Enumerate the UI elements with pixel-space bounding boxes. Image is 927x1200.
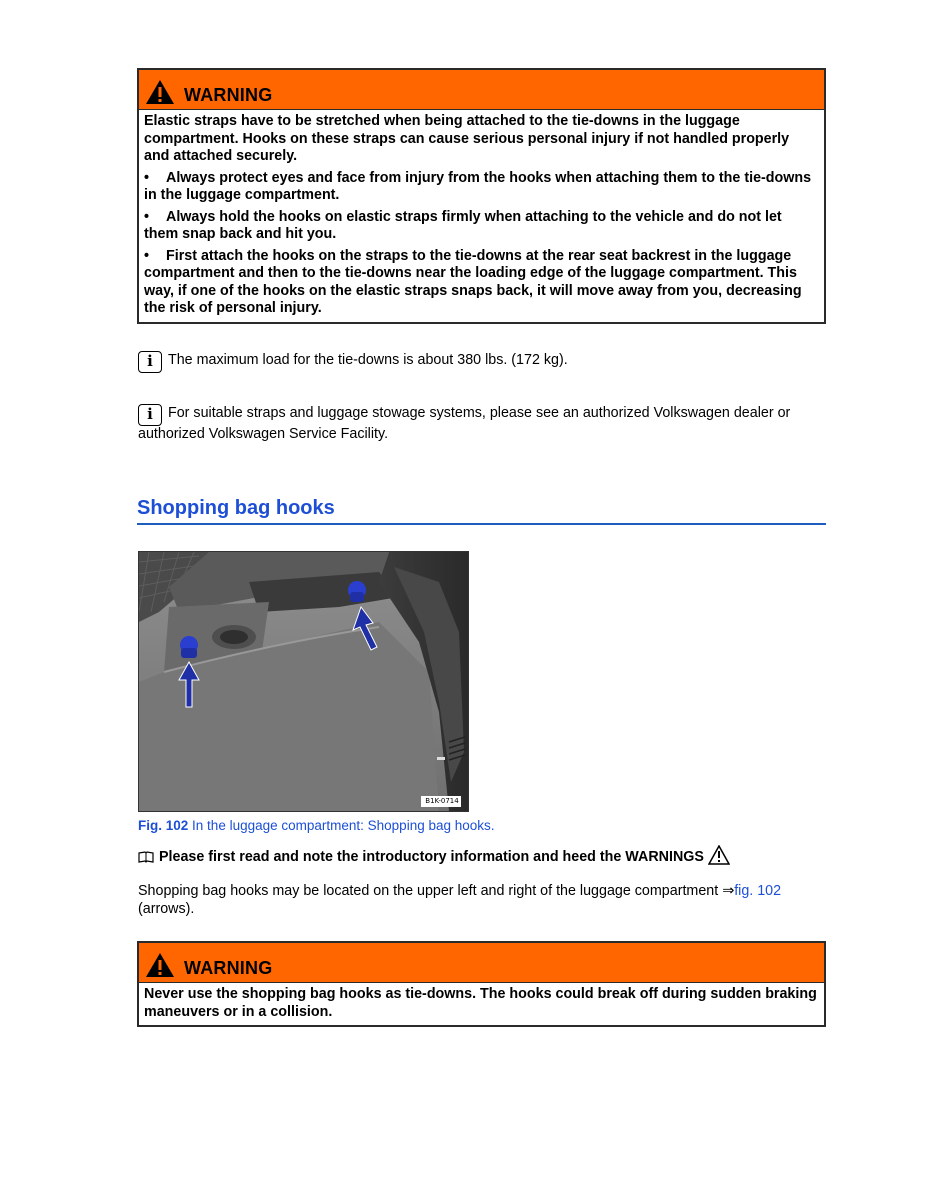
info-icon: i <box>138 351 162 373</box>
warning-header <box>139 70 824 110</box>
warning-box <box>137 941 826 1027</box>
figure-code: B1K-0714 <box>425 797 459 805</box>
warning-triangle-icon <box>708 845 730 865</box>
warning-box <box>137 68 826 324</box>
warning-bullet: • Always hold the hooks on elastic straps firmly when attaching to the vehicle and do not let them snap back and hit you. <box>144 208 782 242</box>
book-icon <box>138 851 154 863</box>
warning-body <box>139 110 824 322</box>
info-note: i For suitable straps and luggage stowage systems, please see an authorized Volkswagen dealer or authorized Volkswagen Service Facility. <box>138 405 791 442</box>
warning-text: Never use the shopping bag hooks as tie-downs. The hooks could break off during sudden braking maneuvers or in a collision. <box>144 986 817 1020</box>
info-note: i The maximum load for the tie-downs is about 380 lbs. (172 kg). <box>138 351 828 373</box>
warning-triangle-icon <box>145 79 175 105</box>
info-icon: i <box>138 404 162 426</box>
warning-bullet: • First attach the hooks on the straps to the tie-downs at the rear seat backrest in the luggage compartment and then to the tie-downs near the loading edge of the luggage compartment. This way, if one of the hooks on the elastic straps snaps back, it will move away from you, decreasing the risk of personal injury. <box>144 247 802 316</box>
luggage-compartment-illustration <box>139 552 468 811</box>
warning-title: WARNING <box>184 958 273 978</box>
warning-triangle-icon <box>145 952 175 978</box>
warning-title: WARNING <box>184 85 273 105</box>
figure-caption: Fig. 102 In the luggage compartment: Shopping bag hooks. <box>138 818 495 833</box>
read-warnings-note: Please first read and note the introductory information and heed the WARNINGS <box>138 849 730 865</box>
warning-bullet: • Always protect eyes and face from injury from the hooks when attaching them to the tie-downs in the luggage compartment. <box>144 169 812 203</box>
warning-intro: Elastic straps have to be stretched when being attached to the tie-downs in the luggage compartment. Hooks on these straps can cause serious personal injury if not handled properly and attached securely. <box>144 113 790 164</box>
figure-link[interactable]: fig. 102 <box>734 883 782 899</box>
section-title: Shopping bag hooks <box>137 495 826 525</box>
warning-body <box>139 983 824 1025</box>
figure-image <box>138 551 469 812</box>
warning-header <box>139 943 824 983</box>
body-paragraph: Shopping bag hooks may be located on the upper left and right of the luggage compartment ⇒fig. 102 (arrows). <box>138 883 782 917</box>
